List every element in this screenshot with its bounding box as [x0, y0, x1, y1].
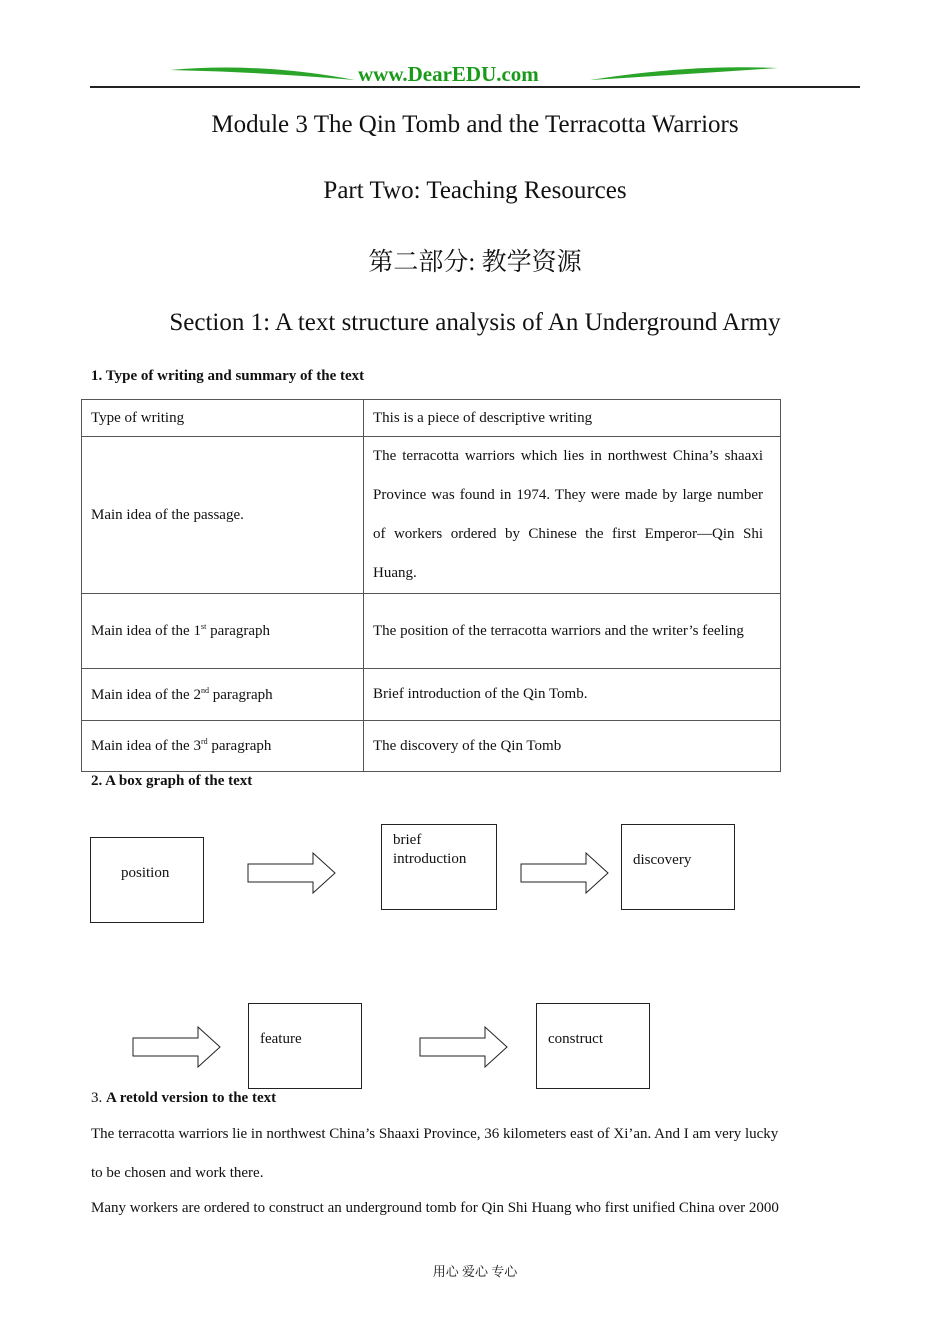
ordinal-suffix: nd	[200, 685, 209, 695]
box-discovery: discovery	[621, 824, 735, 910]
paragraph-line: Many workers are ordered to construct an underground tomb for Qin Shi Huang who first unified China over 2000	[91, 1200, 779, 1216]
table-cell	[82, 669, 364, 721]
table-cell: Brief introduction of the Qin Tomb.	[364, 669, 781, 721]
section3-heading	[91, 1090, 276, 1107]
table-cell: Main idea of the passage.	[82, 437, 364, 594]
table-cell: The discovery of the Qin Tomb	[364, 721, 781, 772]
dearedu-logo	[170, 62, 780, 88]
table-row	[82, 437, 781, 594]
table-row	[82, 400, 781, 437]
section-title: Section 1: A text structure analysis of An Underground Army	[169, 309, 781, 336]
box-construct: construct	[536, 1003, 650, 1089]
paragraph-line: The terracotta warriors lie in northwest China’s Shaaxi Province, 36 kilometers east of Xi’an. And I am very lucky	[91, 1126, 779, 1142]
part-title: Part Two: Teaching Resources	[323, 177, 627, 204]
page-footer: 用心 爱心 专心	[432, 1264, 518, 1279]
table-row	[82, 669, 781, 721]
arrow-right-icon	[520, 852, 610, 894]
cell-text: Main idea of the 2	[91, 686, 201, 703]
summary-table	[81, 399, 781, 772]
table-cell: This is a piece of descriptive writing	[364, 400, 781, 437]
table-row	[82, 721, 781, 772]
table-row	[82, 594, 781, 669]
cell-text: Main idea of the 1	[91, 623, 201, 639]
table-cell: Type of writing	[82, 400, 364, 437]
box-brief-introduction: brief introduction	[381, 824, 497, 910]
table-cell	[82, 721, 364, 772]
arrow-right-icon	[132, 1026, 222, 1068]
part-title-chinese: 第二部分: 教学资源	[368, 249, 582, 276]
box-position: position	[90, 837, 204, 923]
header-rule	[90, 86, 860, 88]
table-cell: The terracotta warriors which lies in northwest China’s shaaxi Province was found in 1974. They were made by large number of workers ordered by Chinese the first Emperor—Qin Shi Huang.	[364, 437, 781, 594]
arrow-right-icon	[247, 852, 337, 894]
box-feature: feature	[248, 1003, 362, 1089]
cell-text: paragraph	[208, 686, 273, 703]
cell-text: paragraph	[207, 738, 272, 754]
module-title: Module 3 The Qin Tomb and the Terracotta Warriors	[211, 111, 739, 138]
cell-text: paragraph	[206, 623, 271, 639]
section2-heading: 2. A box graph of the text	[91, 773, 253, 789]
cell-text: Main idea of the 3	[91, 738, 201, 754]
ordinal-suffix: st	[200, 622, 207, 631]
logo-text: www.DearEDU.com	[358, 62, 539, 86]
ordinal-suffix: rd	[200, 737, 208, 746]
table-cell	[82, 594, 364, 669]
section3-heading-text: A retold version to the text	[106, 1090, 277, 1106]
paragraph-line: to be chosen and work there.	[91, 1165, 264, 1181]
section1-heading: 1. Type of writing and summary of the text	[91, 368, 365, 384]
section-number: 3.	[91, 1090, 106, 1106]
arrow-right-icon	[419, 1026, 509, 1068]
table-cell: The position of the terracotta warriors and the writer’s feeling	[364, 594, 781, 669]
